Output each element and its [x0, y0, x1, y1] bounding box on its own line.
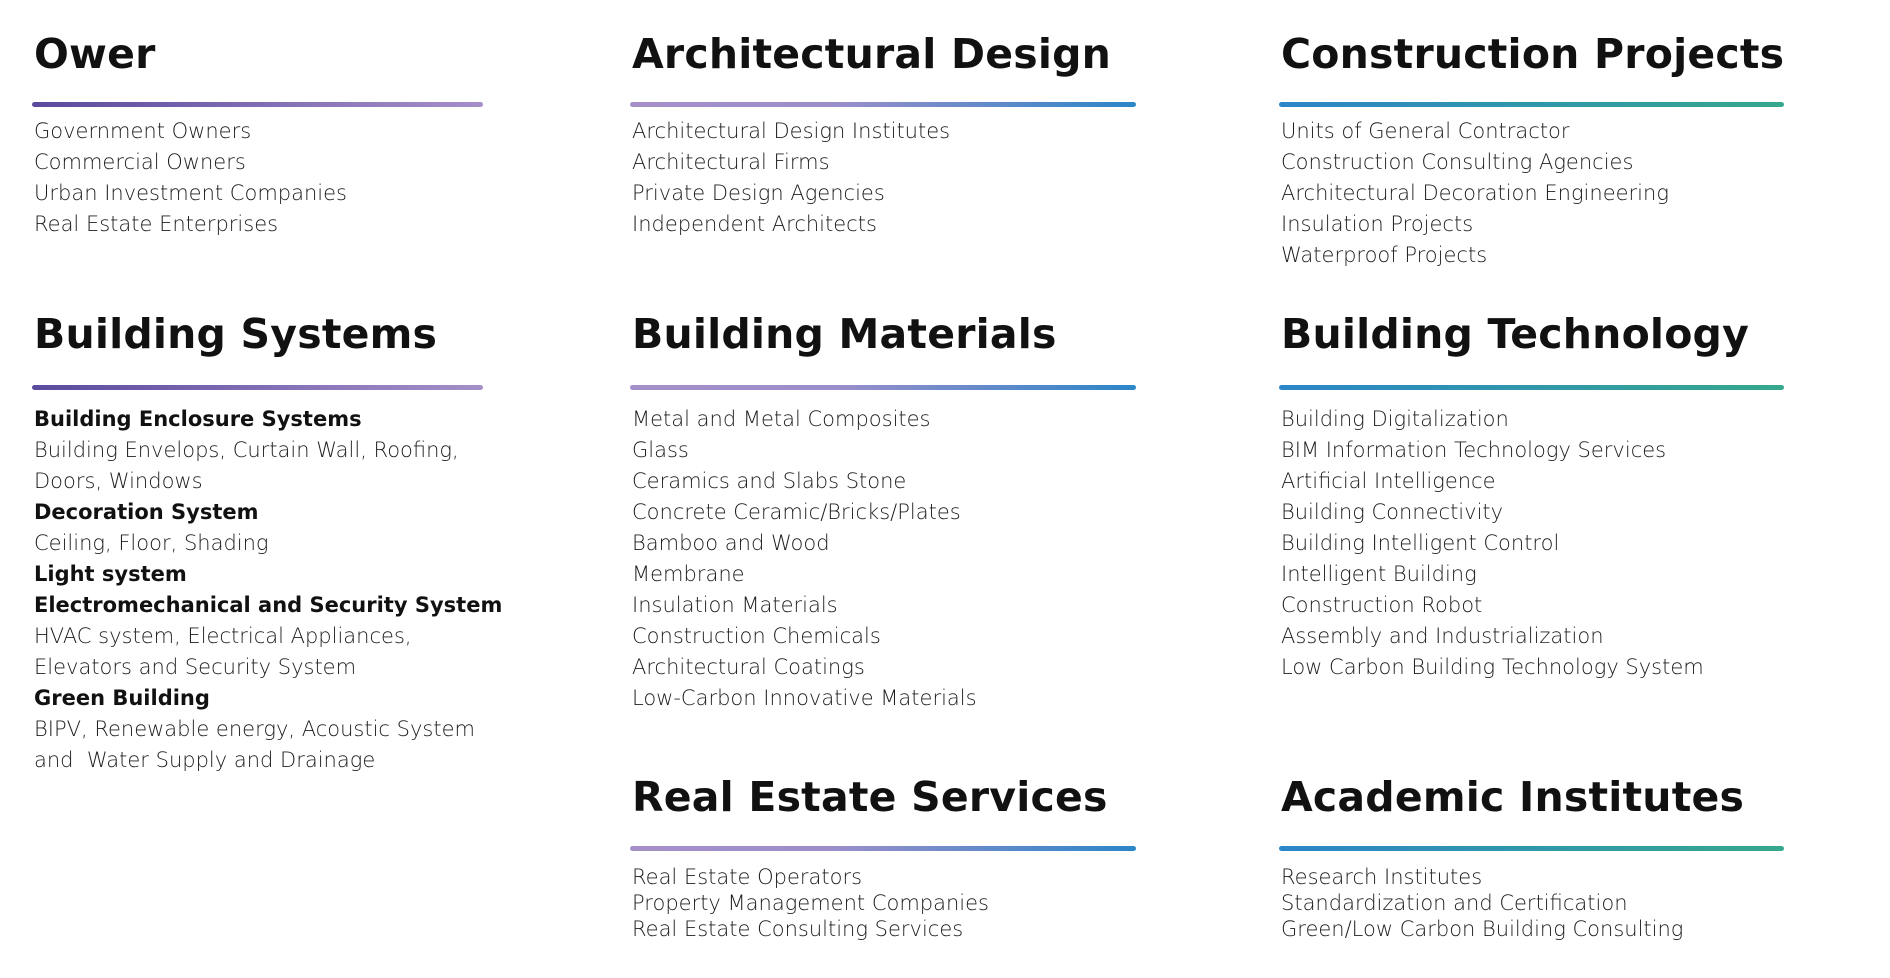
list-item: Building Envelops, Curtain Wall, Roofing, — [34, 438, 459, 462]
section-title-building-technology: Building Technology — [1281, 310, 1750, 358]
list-item: Bamboo and Wood — [632, 531, 830, 555]
list-item: Research Institutes — [1281, 865, 1483, 889]
list-item: Construction Chemicals — [632, 624, 881, 648]
list-item: Architectural Design Institutes — [632, 119, 951, 143]
section-title-building-systems: Building Systems — [34, 310, 438, 358]
section-title-architectural-design: Architectural Design — [632, 30, 1112, 78]
section-list-academic-institutes — [1281, 864, 1683, 942]
list-item: Insulation Materials — [632, 593, 838, 617]
section-list-building-systems — [34, 404, 502, 776]
list-item: Units of General Contractor — [1281, 119, 1570, 143]
list-item: Intelligent Building — [1281, 562, 1477, 586]
list-item: Ceiling, Floor, Shading — [34, 531, 269, 555]
list-item: BIM Information Technology Services — [1281, 438, 1667, 462]
list-item: Elevators and Security System — [34, 655, 357, 679]
list-item: Government Owners — [34, 119, 252, 143]
list-item: Doors, Windows — [34, 469, 203, 493]
section-title-owner: Ower — [34, 30, 156, 78]
list-item-category: Electromechanical and Security System — [34, 593, 503, 617]
list-item: Real Estate Enterprises — [34, 212, 279, 236]
list-item: Independent Architects — [632, 212, 877, 236]
list-item: Building Connectivity — [1281, 500, 1504, 524]
list-item: Construction Robot — [1281, 593, 1483, 617]
section-title-academic-institutes: Academic Institutes — [1281, 773, 1745, 821]
list-item: Insulation Projects — [1281, 212, 1474, 236]
section-list-owner — [34, 116, 347, 240]
section-title-real-estate-services: Real Estate Services — [632, 773, 1108, 821]
list-item: Waterproof Projects — [1281, 243, 1488, 267]
section-divider-architectural-design — [630, 102, 1136, 107]
section-list-real-estate-services — [632, 864, 989, 942]
section-divider-owner — [32, 102, 483, 107]
list-item: BIPV, Renewable energy, Acoustic System — [34, 717, 475, 741]
section-list-building-materials — [632, 404, 977, 714]
section-list-architectural-design — [632, 116, 950, 240]
list-item: Membrane — [632, 562, 745, 586]
list-item: Glass — [632, 438, 689, 462]
section-divider-building-materials — [630, 385, 1136, 390]
list-item: Real Estate Consulting Services — [632, 917, 964, 941]
list-item: Architectural Firms — [632, 150, 830, 174]
list-item: Urban Investment Companies — [34, 181, 347, 205]
list-item-category: Decoration System — [34, 500, 259, 524]
section-list-building-technology — [1281, 404, 1704, 683]
list-item: Building Digitalization — [1281, 407, 1509, 431]
section-divider-academic-institutes — [1279, 846, 1784, 851]
list-item-category: Light system — [34, 562, 187, 586]
section-divider-building-systems — [32, 385, 483, 390]
list-item: Low Carbon Building Technology System — [1281, 655, 1704, 679]
list-item: Real Estate Operators — [632, 865, 863, 889]
list-item: Metal and Metal Composites — [632, 407, 931, 431]
list-item: Concrete Ceramic/Bricks/Plates — [632, 500, 961, 524]
list-item: Property Management Companies — [632, 891, 989, 915]
list-item: Ceramics and Slabs Stone — [632, 469, 907, 493]
section-title-building-materials: Building Materials — [632, 310, 1057, 358]
section-divider-construction-projects — [1279, 102, 1784, 107]
list-item: Building Intelligent Control — [1281, 531, 1560, 555]
list-item: Standardization and Certification — [1281, 891, 1628, 915]
list-item-category: Building Enclosure Systems — [34, 407, 362, 431]
list-item: Artificial Intelligence — [1281, 469, 1496, 493]
list-item: Architectural Coatings — [632, 655, 865, 679]
list-item-category: Green Building — [34, 686, 210, 710]
section-divider-real-estate-services — [630, 846, 1136, 851]
list-item: Commercial Owners — [34, 150, 246, 174]
list-item: Private Design Agencies — [632, 181, 885, 205]
list-item: HVAC system, Electrical Appliances, — [34, 624, 412, 648]
section-title-construction-projects: Construction Projects — [1281, 30, 1785, 78]
list-item: Low-Carbon Innovative Materials — [632, 686, 977, 710]
list-item: Assembly and Industrialization — [1281, 624, 1604, 648]
list-item: Construction Consulting Agencies — [1281, 150, 1634, 174]
list-item: and Water Supply and Drainage — [34, 748, 376, 772]
section-list-construction-projects — [1281, 116, 1669, 271]
list-item: Green/Low Carbon Building Consulting — [1281, 917, 1684, 941]
list-item: Architectural Decoration Engineering — [1281, 181, 1669, 205]
section-divider-building-technology — [1279, 385, 1784, 390]
